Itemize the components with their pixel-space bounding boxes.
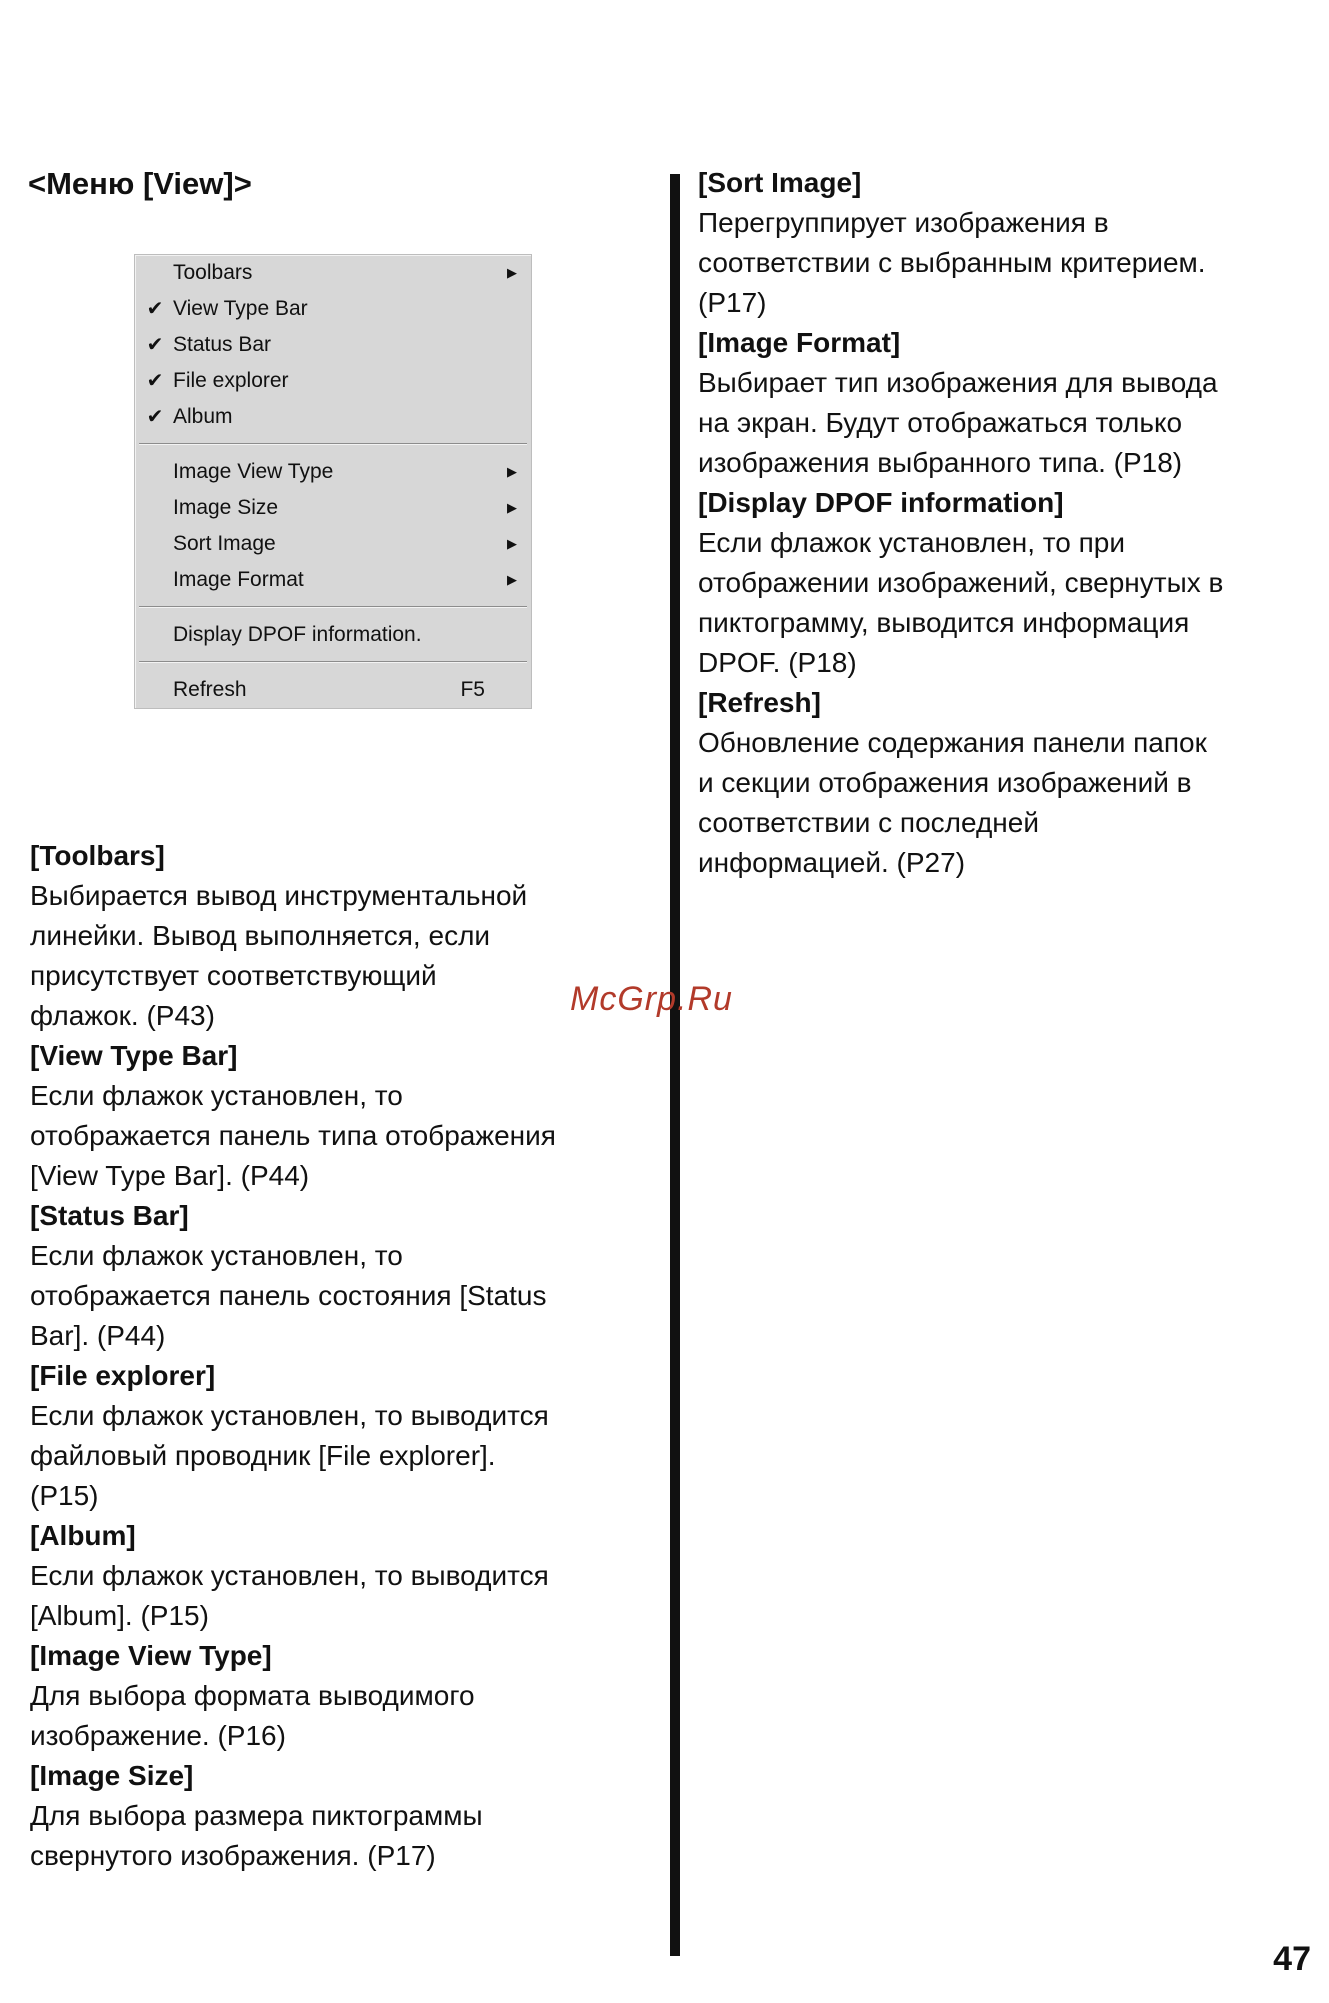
entry-text-line: Если флажок установлен, то выводится xyxy=(30,1560,549,1591)
entry-text-line: пиктограмму, выводится информация xyxy=(698,607,1190,638)
entry-text-line: изображение. (P16) xyxy=(30,1720,286,1751)
menu-item-label: Refresh xyxy=(173,678,247,701)
menu-item-shortcut: F5 xyxy=(460,678,485,701)
submenu-arrow-icon: ▶ xyxy=(507,572,517,587)
entry-text-line: линейки. Вывод выполняется, если xyxy=(30,920,491,951)
entry-heading: [Refresh] xyxy=(698,687,821,718)
entry-text-line: соответствии с последней xyxy=(698,807,1039,838)
entry-text-line: отображается панель состояния [Status xyxy=(30,1280,547,1311)
entry-text-line: Для выбора формата выводимого xyxy=(30,1680,475,1711)
entry-text-line: информацией. (P27) xyxy=(698,847,966,878)
submenu-arrow-icon: ▶ xyxy=(507,464,517,479)
entry-heading: [Image Size] xyxy=(30,1760,194,1791)
entry-text-line: [Album]. (P15) xyxy=(30,1600,209,1631)
entry-text-line: Если флажок установлен, то выводится xyxy=(30,1400,549,1431)
entry-text-line: Обновление содержания панели папок xyxy=(698,727,1207,758)
entry-text-line: соответствии с выбранным критерием. xyxy=(698,247,1206,278)
entry-heading: [File explorer] xyxy=(30,1360,216,1391)
entry-text-line: изображения выбранного типа. (P18) xyxy=(698,447,1183,478)
menu-item-refresh[interactable] xyxy=(135,672,531,708)
entry-text-line: флажок. (P43) xyxy=(30,1000,215,1031)
submenu-arrow-icon: ▶ xyxy=(507,265,517,280)
menu-item-label: View Type Bar xyxy=(173,297,308,320)
menu-item-label: Status Bar xyxy=(173,333,272,356)
entry-text-line: файловый проводник [File explorer]. xyxy=(30,1440,496,1471)
checkmark-icon: ✔ xyxy=(146,370,164,392)
entry-text-line: и секции отображения изображений в xyxy=(698,767,1192,798)
submenu-arrow-icon: ▶ xyxy=(507,500,517,515)
entry-heading: [Sort Image] xyxy=(698,167,862,198)
entry-text-line: (P15) xyxy=(30,1480,99,1511)
menu-item-display-dpof-information[interactable] xyxy=(135,617,531,653)
menu-item-album[interactable] xyxy=(135,399,531,435)
submenu-arrow-icon: ▶ xyxy=(507,536,517,551)
menu-item-label: File explorer xyxy=(173,369,289,392)
entry-text-line: присутствует соответствующий xyxy=(30,960,437,991)
entry-heading: [Image View Type] xyxy=(30,1640,272,1671)
right-column xyxy=(698,163,1318,883)
menu-item-toolbars[interactable] xyxy=(135,255,531,291)
entry-text-line: Bar]. (P44) xyxy=(30,1320,166,1351)
menu-item-image-size[interactable] xyxy=(135,490,531,526)
menu-item-image-format[interactable] xyxy=(135,562,531,598)
entry-text-line: Если флажок установлен, то при xyxy=(698,527,1125,558)
checkmark-icon: ✔ xyxy=(146,298,164,320)
entry-text-line: отображается панель типа отображения xyxy=(30,1120,556,1151)
left-column xyxy=(30,836,650,1876)
entry-text-line: свернутого изображения. (P17) xyxy=(30,1840,436,1871)
entry-text-line: Если флажок установлен, то xyxy=(30,1240,403,1271)
menu-separator xyxy=(139,443,527,445)
menu-item-label: Toolbars xyxy=(173,261,253,284)
entry-text-line: на экран. Будут отображаться только xyxy=(698,407,1183,438)
entry-heading: [Album] xyxy=(30,1520,136,1551)
menu-item-sort-image[interactable] xyxy=(135,526,531,562)
menu-item-view-type-bar[interactable] xyxy=(135,291,531,327)
entry-heading: [Display DPOF information] xyxy=(698,487,1064,518)
entry-text-line: отображении изображений, свернутых в xyxy=(698,567,1224,598)
menu-item-file-explorer[interactable] xyxy=(135,363,531,399)
menu-item-label: Image Size xyxy=(173,496,279,519)
column-divider xyxy=(670,174,680,1956)
entry-heading: [Image Format] xyxy=(698,327,901,358)
menu-item-status-bar[interactable] xyxy=(135,327,531,363)
menu-item-label: Image Format xyxy=(173,568,304,591)
entry-text-line: Если флажок установлен, то xyxy=(30,1080,403,1111)
page-title: <Меню [View]> xyxy=(28,166,252,201)
entry-text-line: Выбирается вывод инструментальной xyxy=(30,880,528,911)
watermark: McGrp.Ru xyxy=(570,980,733,1018)
entry-text-line: DPOF. (P18) xyxy=(698,647,857,678)
menu-item-label: Image View Type xyxy=(173,460,334,483)
view-menu xyxy=(134,254,532,709)
menu-item-image-view-type[interactable] xyxy=(135,454,531,490)
entry-text-line: (P17) xyxy=(698,287,767,318)
entry-text-line: Перегруппирует изображения в xyxy=(698,207,1109,238)
menu-item-label: Display DPOF information. xyxy=(173,623,422,646)
page-number: 47 xyxy=(1273,1940,1311,1978)
menu-item-label: Album xyxy=(173,405,233,428)
menu-separator xyxy=(139,661,527,663)
menu-item-label: Sort Image xyxy=(173,532,276,555)
entry-text-line: [View Type Bar]. (P44) xyxy=(30,1160,310,1191)
entry-heading: [Status Bar] xyxy=(30,1200,189,1231)
entry-heading: [Toolbars] xyxy=(30,840,165,871)
entry-text-line: Выбирает тип изображения для вывода xyxy=(698,367,1218,398)
entry-heading: [View Type Bar] xyxy=(30,1040,238,1071)
entry-text-line: Для выбора размера пиктограммы xyxy=(30,1800,483,1831)
checkmark-icon: ✔ xyxy=(146,406,164,428)
menu-separator xyxy=(139,606,527,608)
checkmark-icon: ✔ xyxy=(146,334,164,356)
